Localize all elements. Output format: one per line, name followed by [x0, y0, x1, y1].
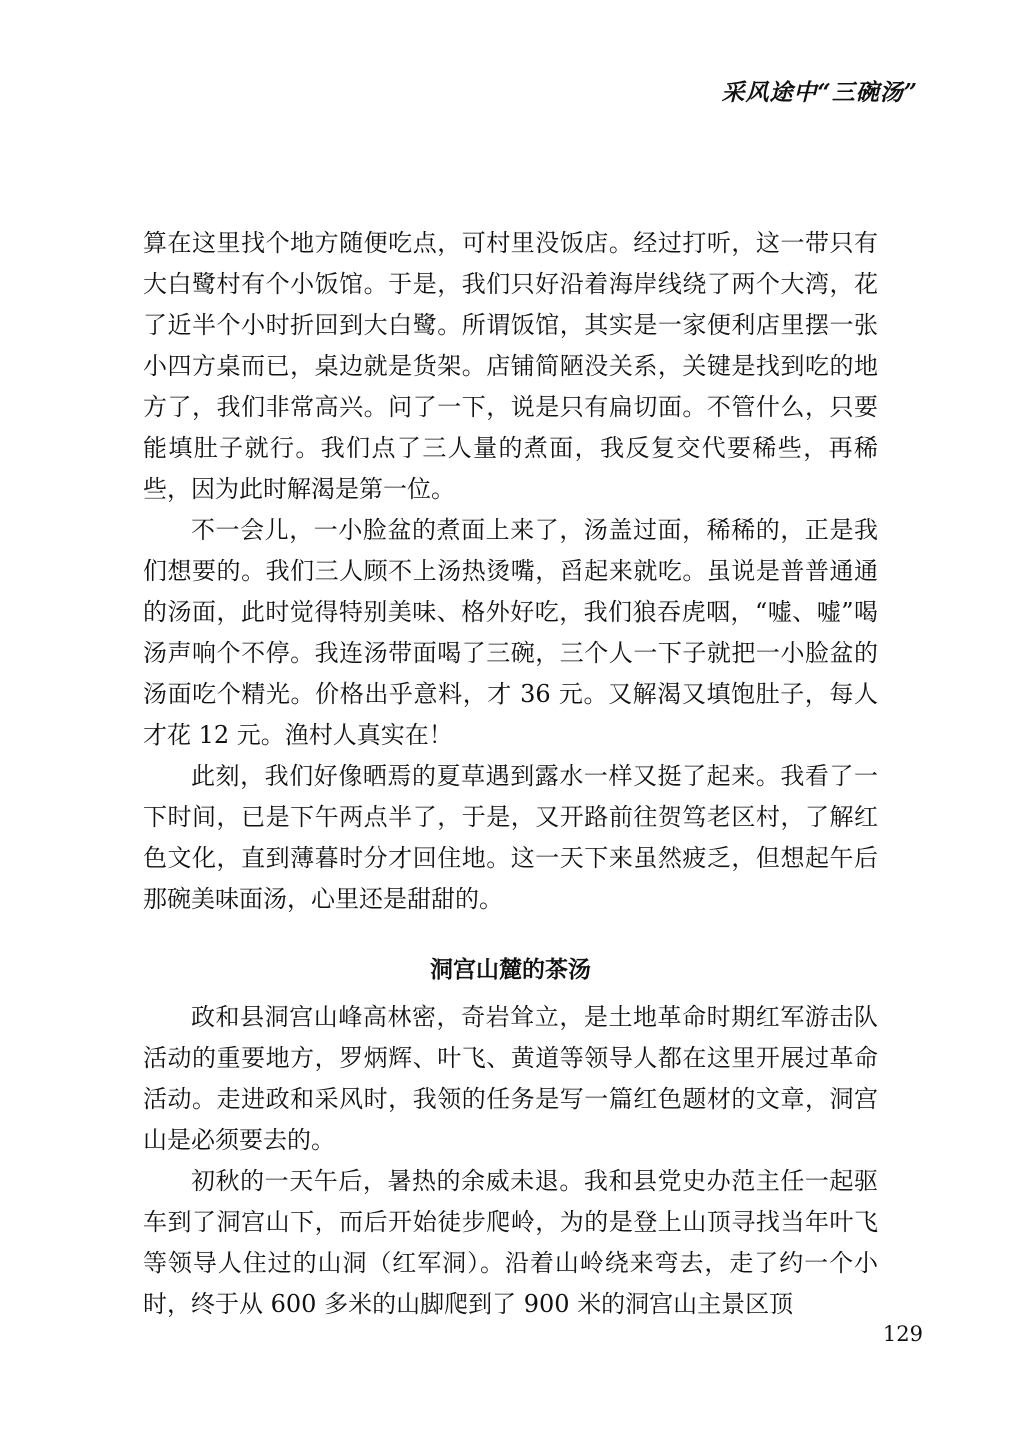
- running-header: 采风途中“三碗汤”: [721, 79, 918, 106]
- paragraph: 政和县洞宫山峰高林密，奇岩耸立，是土地革命时期红军游击队活动的重要地方，罗炳辉、叶飞、黄道等领导人都在这里开展过革命活动。走进政和采风时，我领的任务是写一篇红色题材的文章，洞宫山是必须要去的。: [143, 1003, 878, 1154]
- paragraph: 不一会儿，一小脸盆的煮面上来了，汤盖过面，稀稀的，正是我们想要的。我们三人顾不上汤热烫嘴，舀起来就吃。虽说是普普通通的汤面，此时觉得特别美味、格外好吃，我们狼吞虎咽，“嘘、嘘”喝汤声响个不停。我连汤带面喝了三碗，三个人一下子就把一小脸盆的汤面吃个精光。价格出乎意料，才 36 元。又解渴又填饱肚子，每人才花 12 元。渔村人真实在！: [143, 516, 878, 749]
- paragraph: 此刻，我们好像晒焉的夏草遇到露水一样又挺了起来。我看了一下时间，已是下午两点半了，于是，又开路前往贺笃老区村，了解红色文化，直到薄暮时分才回住地。这一天下来虽然疲乏，但想起午后那碗美味面汤，心里还是甜甜的。: [143, 762, 878, 913]
- section-heading: 洞宫山麓的茶汤: [430, 957, 591, 983]
- page-number: 129: [882, 1322, 923, 1346]
- paragraph: 初秋的一天午后，暑热的余威未退。我和县党史办范主任一起驱车到了洞宫山下，而后开始徒步爬岭，为的是登上山顶寻找当年叶飞等领导人住过的山洞（红军洞）。沿着山岭绕来弯去，走了约一个小时，终于从 600 多米的山脚爬到了 900 米的洞宫山主景区顶: [143, 1167, 878, 1318]
- paragraph-continued: 算在这里找个地方随便吃点，可村里没饭店。经过打听，这一带只有大白鹭村有个小饭馆。于是，我们只好沿着海岸线绕了两个大湾，花了近半个小时折回到大白鹭。所谓饭馆，其实是一家便利店里摆一张小四方桌而已，桌边就是货架。店铺简陋没关系，关键是找到吃的地方了，我们非常高兴。问了一下，说是只有扁切面。不管什么，只要能填肚子就行。我们点了三人量的煮面，我反复交代要稀些，再稀些，因为此时解渴是第一位。: [143, 229, 878, 503]
- body-text: [143, 223, 878, 1325]
